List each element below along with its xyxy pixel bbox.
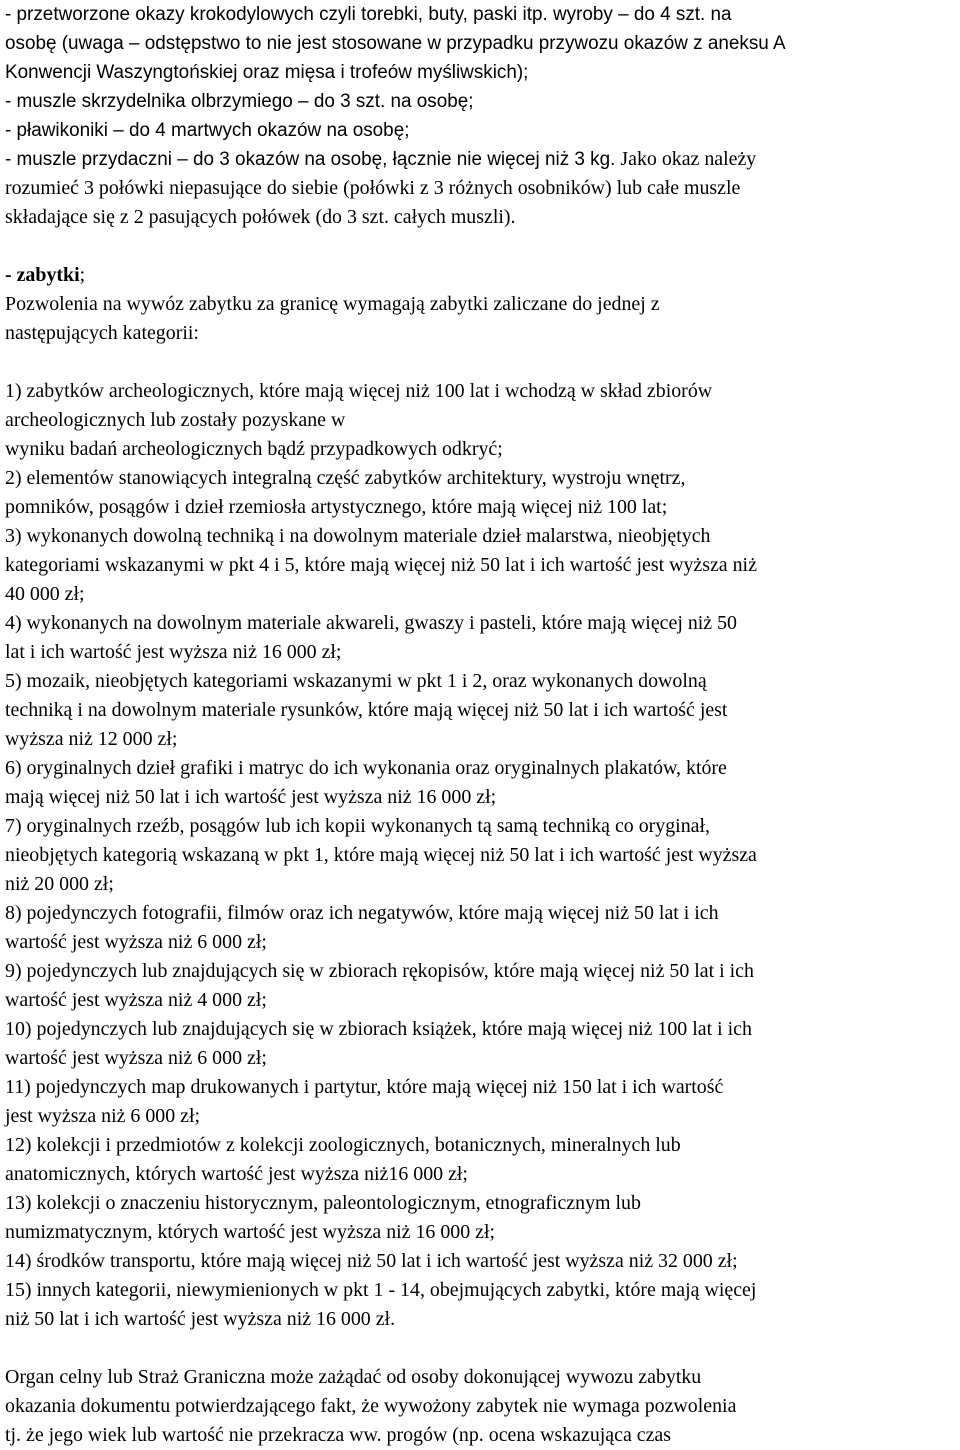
list-item-line: wyniku badań archeologicznych bądź przypadkowych odkryć; <box>5 438 503 460</box>
list-item-line: 12) kolekcji i przedmiotów z kolekcji zoologicznych, botanicznych, mineralnych lub <box>5 1134 681 1156</box>
text-fragment: Jako okaz należy <box>615 148 757 170</box>
list-item <box>5 812 960 899</box>
list-item-line: 3) wykonanych dowolną techniką i na dowolnym materiale dzieł malarstwa, nieobjętych <box>5 525 711 547</box>
text-line: następujących kategorii: <box>5 322 199 344</box>
zabytki-section <box>5 261 960 1334</box>
list-item-line: wyższa niż 12 000 zł; <box>5 728 178 750</box>
list-item-line: 2) elementów stanowiących integralną część zabytków architektury, wystroju wnętrz, <box>5 467 686 489</box>
paragraph-gap <box>5 348 960 377</box>
list-item-line: wartość jest wyższa niż 4 000 zł; <box>5 989 267 1011</box>
list-item-line: 14) środków transportu, które mają więcej niż 50 lat i ich wartość jest wyższa niż 32 000 zł; <box>5 1250 738 1272</box>
list-item-line: numizmatycznym, których wartość jest wyższa niż 16 000 zł; <box>5 1221 496 1243</box>
list-item-line: 13) kolekcji o znaczeniu historycznym, paleontologicznym, etnograficznym lub <box>5 1192 641 1214</box>
list-item <box>5 1131 960 1189</box>
heading-suffix: ; <box>79 264 86 286</box>
list-item-line: 10) pojedynczych lub znajdujących się w zbiorach książek, które mają więcej niż 100 lat i ich <box>5 1018 752 1040</box>
list-item-line: pomników, posągów i dzieł rzemiosła artystycznego, które mają więcej niż 100 lat; <box>5 496 668 518</box>
list-item-line: wartość jest wyższa niż 6 000 zł; <box>5 1047 267 1069</box>
list-item-line: 40 000 zł; <box>5 583 85 605</box>
section-heading <box>5 261 955 290</box>
list-item <box>5 1189 960 1247</box>
list-item-line: 11) pojedynczych map drukowanych i partytur, które mają więcej niż 150 lat i ich wartość <box>5 1076 724 1098</box>
list-item-line: 6) oryginalnych dzieł grafiki i matryc do ich wykonania oraz oryginalnych plakatów, które <box>5 757 727 779</box>
list-item-line: 5) mozaik, nieobjętych kategoriami wskazanymi w pkt 1 i 2, oraz wykonanych dowolną <box>5 670 707 692</box>
text-line: składające się z 2 pasujących połówek (do 3 szt. całych muszli). <box>5 206 516 228</box>
text-line: Organ celny lub Straż Graniczna może zażądać od osoby dokonującej wywozu zabytku <box>5 1366 702 1388</box>
text-line: tj. że jego wiek lub wartość nie przekracza ww. progów (np. ocena wskazująca czas <box>5 1424 672 1446</box>
text-line: Pozwolenia na wywóz zabytku za granicę wymagają zabytki zaliczane do jednej z <box>5 293 660 315</box>
text-line: rozumieć 3 połówki niepasujące do siebie (połówki z 3 różnych osobników) lub całe muszle <box>5 177 741 199</box>
list-item-line: niż 50 lat i ich wartość jest wyższa niż 16 000 zł. <box>5 1308 396 1330</box>
list-item-line: 4) wykonanych na dowolnym materiale akwareli, gwaszy i pasteli, które mają więcej niż 50 <box>5 612 738 634</box>
heading-text: - zabytki <box>5 264 80 286</box>
text-line: - pławikoniki – do 4 martwych okazów na osobę; <box>5 120 410 141</box>
list-item-line: 9) pojedynczych lub znajdujących się w zbiorach rękopisów, które mają więcej niż 50 lat i ich <box>5 960 754 982</box>
list-item <box>5 609 960 667</box>
list-item <box>5 754 960 812</box>
list-item-line: 1) zabytków archeologicznych, które mają więcej niż 100 lat i wchodzą w skład zbiorów <box>5 380 713 402</box>
closing-section <box>5 1363 960 1450</box>
list-item-line: anatomicznych, których wartość jest wyższa niż16 000 zł; <box>5 1163 468 1185</box>
list-item-line: jest wyższa niż 6 000 zł; <box>5 1105 201 1127</box>
list-item-line: lat i ich wartość jest wyższa niż 16 000 zł; <box>5 641 342 663</box>
category-list <box>5 377 960 1334</box>
list-item <box>5 899 960 957</box>
list-item <box>5 1015 960 1073</box>
list-item-line: wartość jest wyższa niż 6 000 zł; <box>5 931 267 953</box>
text-line: okazania dokumentu potwierdzającego fakt, że wywożony zabytek nie wymaga pozwolenia <box>5 1395 737 1417</box>
list-item-line: techniką i na dowolnym materiale rysunków, które mają więcej niż 50 lat i ich wartość jest <box>5 699 728 721</box>
list-item-line: mają więcej niż 50 lat i ich wartość jest wyższa niż 16 000 zł; <box>5 786 497 808</box>
paragraph-gap <box>5 232 960 261</box>
list-item <box>5 667 960 754</box>
list-item <box>5 1247 960 1276</box>
list-item <box>5 1276 960 1334</box>
text-line <box>5 145 955 174</box>
list-item <box>5 522 960 609</box>
text-line: Konwencji Waszyngtońskiej oraz mięsa i trofeów myśliwskich); <box>5 62 529 83</box>
list-item-line: nieobjętych kategorią wskazaną w pkt 1, które mają więcej niż 50 lat i ich wartość jest wyższa <box>5 844 757 866</box>
list-item-line: 15) innych kategorii, niewymienionych w pkt 1 - 14, obejmujących zabytki, które mają więcej <box>5 1279 757 1301</box>
list-item-line: 8) pojedynczych fotografii, filmów oraz ich negatywów, które mają więcej niż 50 lat i ich <box>5 902 719 924</box>
list-item <box>5 957 960 1015</box>
list-item <box>5 464 960 522</box>
paragraph-gap <box>5 1334 960 1363</box>
intro-section <box>5 0 960 232</box>
text-fragment: - muszle przydaczni – do 3 okazów na osobę, łącznie nie więcej niż 3 kg. <box>5 149 616 170</box>
list-item <box>5 377 960 464</box>
document-page <box>5 0 960 1450</box>
list-item-line: kategoriami wskazanymi w pkt 4 i 5, które mają więcej niż 50 lat i ich wartość jest wyższa niż <box>5 554 757 576</box>
list-item-line: archeologicznych lub zostały pozyskane w <box>5 409 346 431</box>
list-item-line: 7) oryginalnych rzeźb, posągów lub ich kopii wykonanych tą samą techniką co oryginał, <box>5 815 710 837</box>
list-item-line: niż 20 000 zł; <box>5 873 114 895</box>
text-line: - przetworzone okazy krokodylowych czyli torebki, buty, paski itp. wyroby – do 4 szt. na <box>5 4 732 25</box>
text-line: osobę (uwaga – odstępstwo to nie jest stosowane w przypadku przywozu okazów z aneksu A <box>5 33 786 54</box>
text-line: - muszle skrzydelnika olbrzymiego – do 3 szt. na osobę; <box>5 91 474 112</box>
list-item <box>5 1073 960 1131</box>
